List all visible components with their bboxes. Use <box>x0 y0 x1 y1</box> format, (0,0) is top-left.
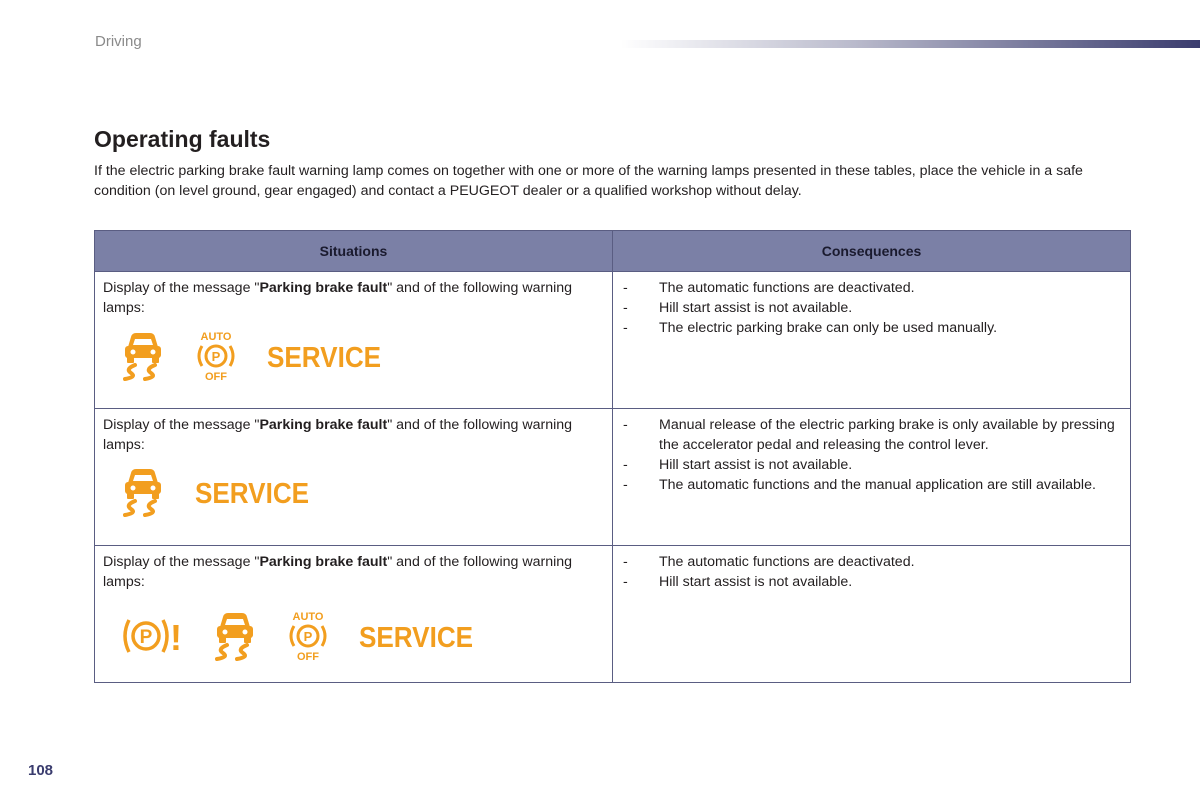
situation-cell <box>95 272 613 409</box>
list-item: - Hill start assist is not available. <box>621 298 1122 318</box>
table-row <box>95 546 1131 683</box>
section-label: Driving <box>95 33 142 50</box>
service-label: SERVICE <box>359 620 474 654</box>
consequence-cell <box>613 272 1131 409</box>
service-icon <box>195 474 310 510</box>
service-label: SERVICE <box>267 340 382 374</box>
auto-parking-off-icon <box>287 610 329 662</box>
situation-suffix: " and of the following warning lamps: <box>103 280 573 316</box>
header-gradient-bar <box>620 40 1200 48</box>
situation-cell <box>95 546 613 683</box>
page-number: 108 <box>28 762 54 779</box>
p-label: P <box>139 627 153 648</box>
situation-suffix: " and of the following warning lamps: <box>103 417 573 453</box>
auto-label: AUTO <box>200 331 232 343</box>
header-situations: Situations <box>95 231 613 272</box>
list-item: - The automatic functions are deactivated. <box>621 278 1122 298</box>
off-label: OFF <box>205 371 227 383</box>
exclamation-label: ! <box>170 617 182 658</box>
lamp-group <box>103 467 604 517</box>
list-item: - Hill start assist is not available. <box>621 572 1122 592</box>
situation-prefix: Display of the message " <box>103 554 260 570</box>
p-label: P <box>211 349 221 364</box>
situation-prefix: Display of the message " <box>103 280 260 296</box>
situation-suffix: " and of the following warning lamps: <box>103 554 573 590</box>
situation-message: Parking brake fault <box>259 417 388 433</box>
consequence-list <box>621 552 1122 592</box>
faults-table <box>94 230 1131 683</box>
list-item: - Hill start assist is not available. <box>621 455 1122 475</box>
service-label: SERVICE <box>195 476 310 510</box>
situation-text <box>103 552 604 592</box>
table-header-row <box>95 231 1131 272</box>
consequence-cell <box>613 409 1131 546</box>
auto-parking-off-icon <box>195 330 237 382</box>
intro-paragraph: If the electric parking brake fault warning lamp comes on together with one or more of the warning lamps presented in these tables, place the vehicle in a safe condition (on level ground, gear engaged) and contact a PEUGEOT dealer or a qualified workshop without delay. <box>94 163 1083 199</box>
list-item: - Manual release of the electric parking brake is only available by pressing the accelerator pedal and releasing the control lever. <box>621 415 1122 455</box>
table-row <box>95 272 1131 409</box>
situation-cell <box>95 409 613 546</box>
auto-label: AUTO <box>292 611 324 623</box>
consequence-list <box>621 415 1122 495</box>
consequence-cell <box>613 546 1131 683</box>
list-item: - The automatic functions are deactivated. <box>621 552 1122 572</box>
parking-brake-fault-icon <box>121 616 183 656</box>
situation-prefix: Display of the message " <box>103 417 260 433</box>
situation-message: Parking brake fault <box>259 554 388 570</box>
skid-control-icon <box>121 467 165 517</box>
skid-control-icon <box>121 331 165 381</box>
lamp-group <box>103 330 604 382</box>
list-item: - The electric parking brake can only be used manually. <box>621 318 1122 338</box>
skid-control-icon <box>213 611 257 661</box>
page-title: Operating faults <box>94 126 271 152</box>
situation-text <box>103 278 604 318</box>
p-label: P <box>303 629 313 644</box>
table-row <box>95 409 1131 546</box>
list-item: - The automatic functions and the manual application are still available. <box>621 475 1122 495</box>
service-icon <box>267 338 382 374</box>
off-label: OFF <box>297 651 319 663</box>
header-consequences: Consequences <box>613 231 1131 272</box>
lamp-group <box>103 610 604 662</box>
consequence-list <box>621 278 1122 338</box>
service-icon <box>359 618 474 654</box>
situation-message: Parking brake fault <box>259 280 388 296</box>
situation-text <box>103 415 604 455</box>
